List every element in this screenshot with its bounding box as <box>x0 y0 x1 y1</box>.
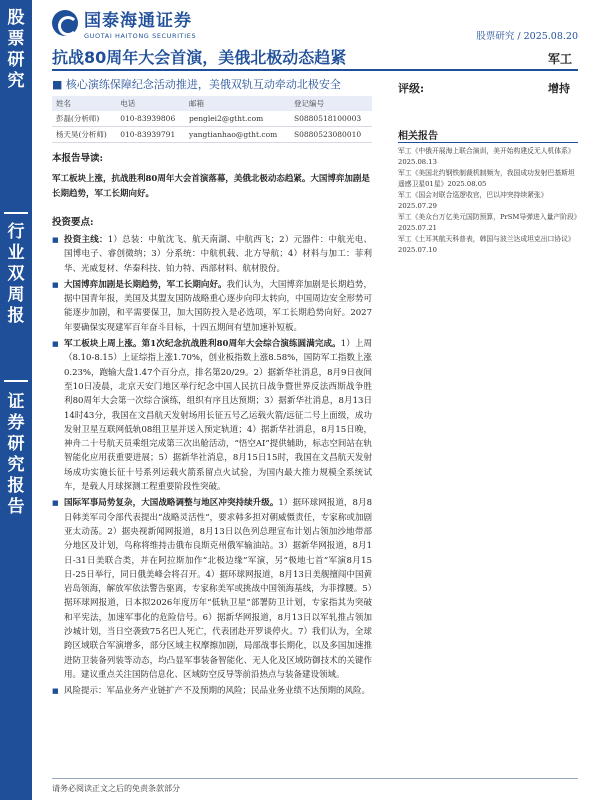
side-divider <box>4 212 28 214</box>
bullet-lead: 大国博弈加剧是长期趋势，军工长期向好。 <box>64 279 227 290</box>
list-item <box>52 233 372 276</box>
report-title: 抗战80周年大会首演，美俄北极动态趋紧 <box>52 48 347 67</box>
report-meta: 股票研究 / 2025.08.20 <box>476 31 578 42</box>
list-item <box>52 278 372 335</box>
related-report-link[interactable]: 军工《土耳其航天科普表，韩国与波兰达成坦克出口协议》2025.07.10 <box>398 235 575 254</box>
table-row <box>52 127 372 143</box>
analyst-name: 杨天昊(分析师) <box>52 127 116 143</box>
analyst-registration: S0880523080010 <box>290 127 372 143</box>
footer-disclaimer: 请务必阅读正文之后的免责条款部分 <box>52 784 180 793</box>
analyst-email[interactable]: yangtianhao@gtht.com <box>185 127 290 143</box>
analyst-phone: 010-83939806 <box>116 111 185 127</box>
column-header: 登记编号 <box>290 96 372 111</box>
column-header: 电话 <box>116 96 185 111</box>
side-section-securities-report: 证券研究报告 <box>7 392 25 517</box>
related-report-link[interactable]: 军工《美众台万亿美元国防预算，PrSM导弹进入量产阶段》2025.07.21 <box>398 213 578 232</box>
bullet-lead: 投资主线： <box>64 235 108 245</box>
side-section-biweekly: 行业双周报 <box>7 222 25 326</box>
guide-text: 军工板块上涨，抗战胜利80周年大会首演落幕，美俄北极动态趋紧。大国博弈加剧是长期趋势，军工长期向好。 <box>52 174 370 199</box>
related-reports-heading: 相关报告 <box>398 131 438 142</box>
column-header: 姓名 <box>52 96 116 111</box>
logo-text-en: GUOTAI HAITONG SECURITIES <box>84 32 197 40</box>
rating-value: 增持 <box>548 82 570 95</box>
logo-text-cn: 国泰海通证券 <box>84 11 192 31</box>
logo-icon <box>52 10 78 36</box>
column-header: 邮箱 <box>185 96 290 111</box>
bullet-body: 1）据环球网报道，8月8日韩美军司令部代表提出“战略灵活性”，要求韩多担对朝威慑责任，专家称或加剧亚太动荡。2）据央视新闻网报道，8月13日以色列总理宣布计划占领加沙地带部分地区及计划，鸟称将维持击俄布良斯克州俄军输油站。3）据新华网报道，8月1日-31日美联合类，并在阿拉斯加作“北极边缘”军演，另“极地七首”军演8月15日-25日举行，同日俄美峰会将召开。4）据环球网报道，8月13日美舰擅闯中国黄岩岛领海，解放军依法警告驱离，专家称美军或挑战中国领海基线，为菲撑腰。5）据环球网报道，日本拟2026年度历年“低轨卫星”部署防卫计划，专家指其为突破和平宪法，加速军事化的危险信号。6）据新华网报道，8月13日以军轧推占领加沙城计划，当日空袭致75名巴人死亡，代表团赴开罗谈停火。7）我们认为，全球跨区域联合军演增多，部分区域主权摩擦加剧，局部战事长期化，以及多国加速推进防卫装备列装等动态，均凸显军事装备智能化、无人化及区域防御技术的关键作用。建议重点关注国防信息化、区域防空反导等前沿热点与装备建设领域。 <box>64 498 372 680</box>
bullet-body: 我们认为，大国博弈加剧是长期趋势，据中国青年报，美国及其盟友国防战略重心逐步向印太转向，中国周边安全形势可能逐步加剧，和平需要保卫，加大国防投入是必选项，军工长期趋势向好。2027年要确保实现建军百年奋斗目标，十四五期间有望加速补短板。 <box>64 279 372 333</box>
bullet-body: 1）总装：中航沈飞、航天南湖、中航西飞；2）元器件：中航光电、国博电子、睿创微纳；3）分系统：中航机载、北方导航；4）材料与加工：菲利华、光威复材、华秦科技、铂力特、西部材料、航材股份。 <box>64 235 372 274</box>
related-report-link[interactable]: 军工《中俄开展海上联合演训，美开始构建反无人机体系》2025.08.13 <box>398 147 575 166</box>
bullet-lead: 国际军事局势复杂，大国战略调整与地区冲突持续升级。 <box>64 498 279 509</box>
bullet-lead: 军工板块上周上涨。第1次纪念抗战胜利80周年大会综合演练圆满完成。 <box>64 339 341 350</box>
bullet-body: 1）上周（8.10-8.15）上证综指上涨1.70%，创业板指数上涨8.58%，国防军工指数上涨0.23%，跑输大盘1.47个百分点，排名第20/29。2）据新华社消息，8月9日夜间至10日凌晨，北京天安门地区举行纪念中国人民抗日战争暨世界反法西斯战争胜利80周年大会第一次综合演练，组织有序且达预期；3）据新华社消息，8月13日14时43分，我国在文昌航天发射场用长征五号乙运载火箭/远征二号上面级，成功发射卫星互联网低轨08组卫星并送入预定轨道；4）据新华社消息，8月15日晚，神舟二十号航天员乘组完成第三次出舱活动，“悟空AI”提供辅助，标志空间站在轨智能化应用获重要进展；5）据新华社消息，8月15日15时，我国在文昌航天发射场成功实施长征十号系列运载火箭系留点火试验，为国内最大推力规模全系统试车，是载人月球探测工程重要阶段性突破。 <box>64 339 372 493</box>
sector-label: 军工 <box>547 52 572 66</box>
related-reports-list <box>398 146 578 256</box>
main-content <box>52 150 372 698</box>
points-heading: 投资要点: <box>52 217 94 228</box>
table-row <box>52 111 372 127</box>
analyst-email[interactable]: penglei2@gtht.com <box>185 111 290 127</box>
side-divider <box>4 380 28 382</box>
analyst-name: 彭磊(分析师) <box>52 111 116 127</box>
rating-label: 评级: <box>398 82 425 95</box>
header-divider <box>52 69 578 71</box>
report-subtitle: ■ 核心演练保障纪念活动推进，美俄双轨互动牵动北极安全 <box>52 76 341 92</box>
footer-divider <box>52 778 578 779</box>
related-report-link[interactable]: 军工《美国北约钢铁制裁机制频为，我国成功发射巴基斯坦遥感卫星01星》2025.08.05 <box>398 169 575 188</box>
analyst-registration: S0880518100003 <box>290 111 372 127</box>
related-divider <box>398 142 578 143</box>
company-logo <box>52 6 196 40</box>
side-section-stock-research: 股票研究 <box>7 8 25 91</box>
related-report-link[interactable]: 军工《国会对联合巡逻收官，巴以冲突持续紧张》2025.07.29 <box>398 191 548 210</box>
guide-heading: 本报告导读: <box>52 153 104 164</box>
list-item <box>52 337 372 494</box>
analyst-phone: 010-83939791 <box>116 127 185 143</box>
analyst-table <box>52 96 372 143</box>
risk-warning: ■ 风险提示：军品业务产业链扩产不及预期的风险；民品业务业绩不达预期的风险。 <box>52 684 372 698</box>
list-item <box>52 496 372 682</box>
side-band <box>0 0 32 800</box>
analyst-table-header <box>52 96 372 111</box>
